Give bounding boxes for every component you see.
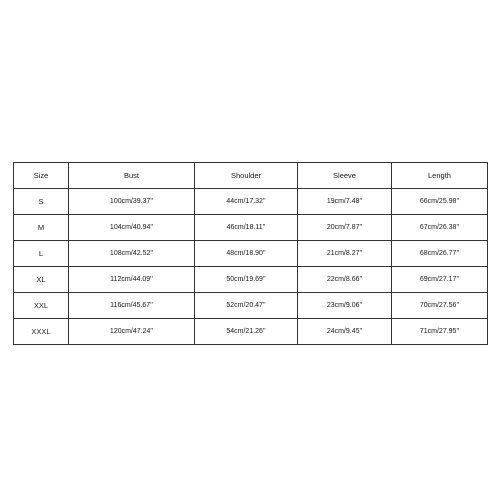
bust-cell: 116cm/45.67'' bbox=[69, 293, 195, 319]
table-row bbox=[14, 319, 488, 345]
bust-cell: 100cm/39.37'' bbox=[69, 189, 195, 215]
size-cell: XXL bbox=[14, 293, 69, 319]
size-cell: L bbox=[14, 241, 69, 267]
size-cell: XXXL bbox=[14, 319, 69, 345]
header-length: Length bbox=[392, 163, 488, 189]
header-sleeve: Sleeve bbox=[298, 163, 392, 189]
table-row bbox=[14, 267, 488, 293]
shoulder-cell: 52cm/20.47'' bbox=[195, 293, 298, 319]
header-row bbox=[14, 163, 488, 189]
table-row bbox=[14, 215, 488, 241]
shoulder-cell: 48cm/18.90'' bbox=[195, 241, 298, 267]
size-cell: XL bbox=[14, 267, 69, 293]
size-cell: M bbox=[14, 215, 69, 241]
header-size: Size bbox=[14, 163, 69, 189]
length-cell: 66cm/25.98'' bbox=[392, 189, 488, 215]
shoulder-cell: 46cm/18.11'' bbox=[195, 215, 298, 241]
table-row bbox=[14, 241, 488, 267]
bust-cell: 104cm/40.94'' bbox=[69, 215, 195, 241]
bust-cell: 112cm/44.09'' bbox=[69, 267, 195, 293]
size-cell: S bbox=[14, 189, 69, 215]
shoulder-cell: 44cm/17.32'' bbox=[195, 189, 298, 215]
length-cell: 67cm/26.38'' bbox=[392, 215, 488, 241]
sleeve-cell: 22cm/8.66'' bbox=[298, 267, 392, 293]
header-bust: Bust bbox=[69, 163, 195, 189]
bust-cell: 120cm/47.24'' bbox=[69, 319, 195, 345]
sleeve-cell: 20cm/7.87'' bbox=[298, 215, 392, 241]
length-cell: 69cm/27.17'' bbox=[392, 267, 488, 293]
sleeve-cell: 19cm/7.48'' bbox=[298, 189, 392, 215]
sleeve-cell: 24cm/9.45'' bbox=[298, 319, 392, 345]
header-shoulder: Shoulder bbox=[195, 163, 298, 189]
shoulder-cell: 50cm/19.69'' bbox=[195, 267, 298, 293]
bust-cell: 108cm/42.52'' bbox=[69, 241, 195, 267]
length-cell: 71cm/27.95'' bbox=[392, 319, 488, 345]
sleeve-cell: 23cm/9.06'' bbox=[298, 293, 392, 319]
table-row bbox=[14, 293, 488, 319]
length-cell: 68cm/26.77'' bbox=[392, 241, 488, 267]
length-cell: 70cm/27.56'' bbox=[392, 293, 488, 319]
table-row bbox=[14, 189, 488, 215]
size-chart-table bbox=[13, 162, 488, 345]
sleeve-cell: 21cm/8.27'' bbox=[298, 241, 392, 267]
shoulder-cell: 54cm/21.26'' bbox=[195, 319, 298, 345]
